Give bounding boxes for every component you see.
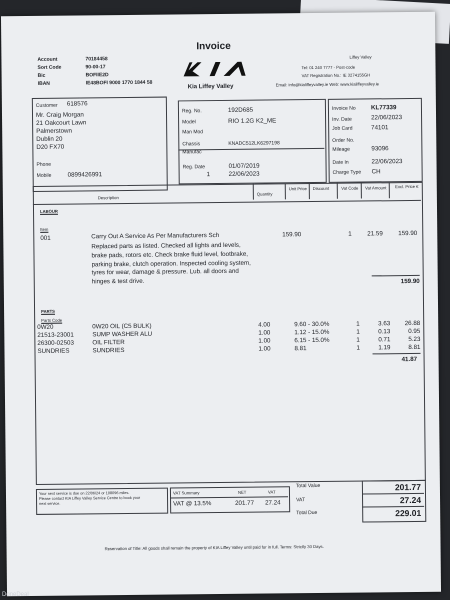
- mileage-value: 93096: [371, 145, 389, 153]
- vat-summary-net-label: NET: [237, 489, 247, 495]
- total-value-label: Total Value: [295, 482, 321, 490]
- manufac-label: Manufac: [182, 149, 202, 156]
- parts-excl-prices: 26.88 0.95 5.23 8.81: [404, 319, 421, 352]
- phone-label: Phone: [36, 161, 52, 168]
- service-note: Your next service is due on 22/06/24 or 108096 miles. Please contact KIA Liffey Valley Service Centre to book your next service.: [38, 490, 141, 506]
- labour-subtotal: 159.90: [400, 277, 420, 286]
- col-vat-amount: Vat Amount: [365, 185, 387, 191]
- col-discount: Discount: [312, 185, 330, 192]
- date-in-value: 22/06/2023: [371, 158, 403, 166]
- charge-type-value: CH: [371, 168, 381, 176]
- table-row: 0W20: [37, 323, 54, 331]
- kia-logo: [179, 58, 265, 91]
- vat-total: 27.24: [399, 494, 422, 506]
- labour-item-no: 001: [40, 234, 51, 242]
- model-label: Model: [182, 119, 196, 126]
- labour-vat-code: 1: [348, 230, 352, 238]
- parts-vat-amounts: 3.63 0.13 0.71 1.19: [378, 320, 391, 352]
- job-card-value: 74101: [371, 124, 389, 132]
- inv-date-value: 22/06/2023: [371, 114, 403, 122]
- vat-summary-label: VAT Summary: [172, 490, 200, 496]
- total-due: 229.01: [395, 507, 422, 519]
- mobile-value: 0899426991: [67, 171, 103, 179]
- table-row: 21513-23001: [37, 331, 74, 339]
- parts-code-label: Parts Code: [41, 317, 63, 323]
- customer-label: Customer: [35, 102, 58, 109]
- vat-rate: VAT @ 13.5%: [173, 500, 212, 508]
- job-card-label: Job Card: [332, 125, 353, 132]
- col-quantity: Quantity: [256, 191, 273, 197]
- dealer-line3: VAT Registration No.: IE 3274155GH: [301, 72, 371, 79]
- reg-date-value: 01/07/2019: [228, 162, 260, 170]
- labour-description: Carry Out A Service As Per Manufacturers Sch: [91, 232, 220, 241]
- table-row: SUNDRIES: [37, 347, 70, 355]
- col-vat-code: Vat Code: [341, 185, 359, 191]
- invoice-no-value: KL77339: [370, 104, 397, 112]
- kia-logo-icon: [179, 58, 265, 83]
- parts-quantities: 4.00 1.00 1.00 1.00: [258, 321, 271, 353]
- customer-address: Mr. Craig Morgan 21 Oakcourt Lawn Palmerstown Dublin 20 D20 FX70: [35, 111, 87, 151]
- labour-notes: Replaced parts as listed. Checked all lights and levels, brake pads, rotors etc. Check brake fluid level, footbrake, parking brake, clutch operation. Inspected cooling system, tyres for wear, damage & pressure. Lub. all doors and hinges & test drive.: [91, 241, 251, 286]
- labour-vat-amount: 21.59: [367, 230, 383, 238]
- parts-title: PARTS: [41, 308, 55, 314]
- date-in-label: Date In: [332, 159, 349, 166]
- charge-type-label: Charge Type: [332, 169, 362, 176]
- col-unit-price: Unit Price: [288, 186, 307, 192]
- labour-title: LABOUR: [39, 208, 58, 214]
- vehicle-count: 1: [206, 171, 211, 179]
- dealer-line2: Tel: 01 240 7777 - Post-code: [301, 64, 356, 71]
- table-row: 26300-02503: [37, 339, 74, 347]
- vat-total-label: VAT: [296, 497, 306, 504]
- invoice-page: [1, 12, 441, 597]
- parts-descriptions: 0W20 OIL (C5 BULK) SUMP WASHER ALU OIL FILTER SUNDRIES: [92, 322, 153, 355]
- inv-date-label: Inv. Date: [332, 116, 352, 123]
- mobile-label: Mobile: [36, 172, 52, 179]
- labour-excl-price: 159.90: [398, 229, 418, 238]
- watermark: DoneDeal: [2, 592, 29, 598]
- chassis-label: Chassis: [182, 141, 201, 148]
- parts-vat-codes: 1 1 1 1: [356, 320, 360, 352]
- vehicle-second-date: 22/06/2023: [228, 170, 260, 178]
- brand-name: Kia Liffey Valley: [187, 83, 234, 91]
- dealer-line4: Email: info@kialiffeyvalley.ie Web: www.kialiffeyvalley.ie: [275, 81, 379, 88]
- mileage-label: Mileage: [332, 146, 350, 153]
- labour-item-label: Item: [40, 226, 49, 232]
- parts-subtotal: 41.87: [401, 355, 418, 364]
- col-description: Description: [97, 195, 119, 201]
- dealer-line1: Liffey Valley: [349, 54, 372, 60]
- col-excl-price: Excl. Price €: [395, 183, 419, 190]
- reg-label: Reg. No.: [181, 108, 202, 115]
- order-no-label: Order No.: [332, 137, 355, 144]
- vat-vat-value: 27.24: [265, 499, 281, 507]
- man-mod-label: Man Mod: [182, 129, 204, 136]
- bank-details: Account 70184458 Sort Code 90-00-17 Bic BOFIIE2D IBAN IE48BOFI 9000 1770 1844 58: [37, 56, 153, 87]
- parts-codes: [37, 324, 74, 356]
- reservation-of-title: Reservation of Title: All goods shall remain the property of KIA Liffey Valley until paid for in full. Terms: Strictly 30 Days.: [104, 543, 324, 552]
- model-value: RIO 1.2G K2_ME: [228, 117, 277, 125]
- vat-net-value: 201.77: [235, 499, 255, 507]
- vat-summary-vat-label: VAT: [267, 489, 276, 495]
- labour-unit-price: 159.90: [282, 231, 302, 239]
- customer-number: 618576: [66, 100, 88, 108]
- invoice-title: Invoice: [196, 40, 231, 53]
- parts-unit-prices: 9.60 - 30.0% 1.12 - 15.0% 6.15 - 15.0% 8.81: [294, 320, 330, 353]
- total-value: 201.77: [394, 481, 421, 493]
- reg-date-label: Reg. Date: [182, 164, 206, 171]
- total-due-label: Total Due: [296, 510, 318, 517]
- chassis-value: KNADC512LK6297198: [228, 140, 280, 147]
- reg-value: 192D685: [227, 106, 254, 114]
- invoice-no-label: Invoice No: [331, 105, 356, 112]
